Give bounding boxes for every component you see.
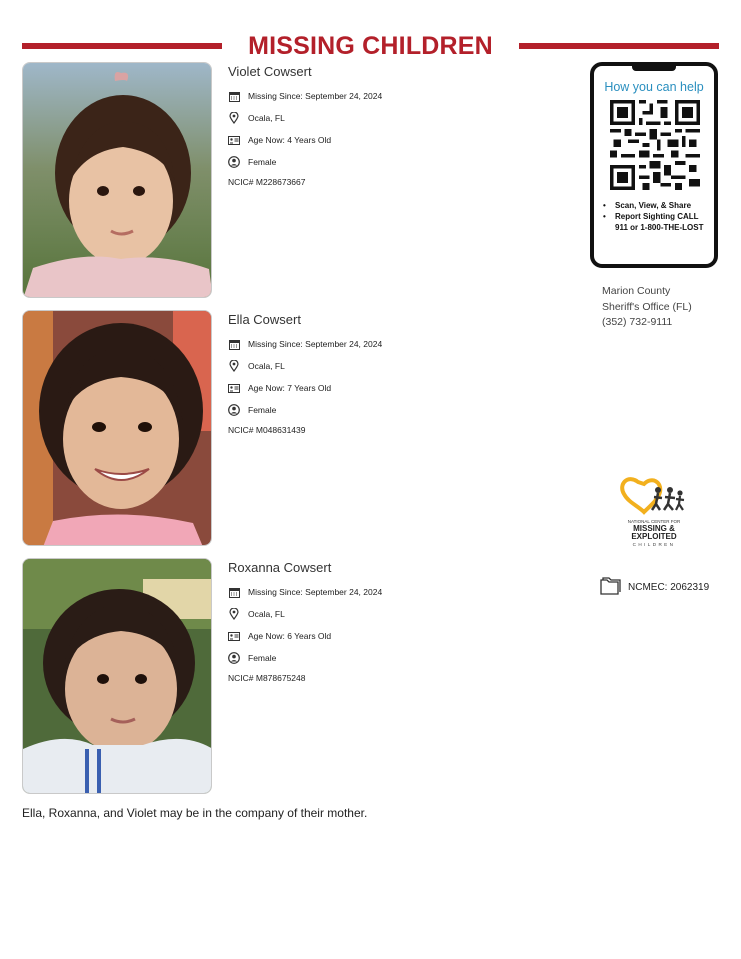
id-card-icon [228,382,240,394]
age-row [228,129,382,151]
calendar-icon [228,90,240,102]
missing-since-text: Missing Since: September 24, 2024 [248,587,383,597]
location-row [228,107,382,129]
ncmec-case-number [600,577,709,598]
phone-notch [632,65,676,71]
ncmec-case-text: NCMEC: 2062319 [628,582,710,593]
missing-since-row [228,333,382,355]
agency-name-line1: Marion County [602,285,671,297]
svg-text:EXPLOITED: EXPLOITED [631,532,677,541]
sex-row [228,647,382,669]
location-pin-icon [228,360,240,372]
missing-since-text: Missing Since: September 24, 2024 [248,91,383,101]
id-card-icon [228,134,240,146]
child-photo-roxanna [22,558,212,794]
id-card-icon [228,630,240,642]
child-name: Ella Cowsert [228,312,301,327]
age-row [228,625,382,647]
svg-text:NATIONAL CENTER FOR: NATIONAL CENTER FOR [627,519,681,524]
help-phone-card [590,62,718,268]
header-rule-left [22,43,222,49]
child-info-violet [228,64,382,187]
help-bullet-share: • Scan, View, & Share [603,200,711,211]
agency-name-line2: Sheriff's Office (FL) [602,300,692,313]
sex-text: Female [248,405,277,415]
ncic-number: NCIC# M228673667 [228,177,306,187]
child-name: Violet Cowsert [228,64,312,79]
child-card-ella [22,310,582,546]
calendar-icon [228,338,240,350]
missing-since-text: Missing Since: September 24, 2024 [248,339,383,349]
child-photo-violet [22,62,212,298]
child-name: Roxanna Cowsert [228,560,332,575]
age-text: Age Now: 4 Years Old [248,135,332,145]
calendar-icon [228,586,240,598]
ncmec-logo [618,476,690,552]
sex-text: Female [248,157,277,167]
location-text: Ocala, FL [248,361,285,371]
child-card-violet [22,62,582,298]
location-row [228,355,382,377]
person-icon [228,404,240,416]
svg-text:CHILDREN: CHILDREN [632,542,676,547]
location-pin-icon [228,608,240,620]
help-bullets [603,200,711,233]
svg-text:MISSING &: MISSING & [633,524,675,533]
ncic-number: NCIC# M878675248 [228,673,306,683]
location-text: Ocala, FL [248,113,285,123]
child-info-ella [228,312,382,435]
location-pin-icon [228,112,240,124]
age-row [228,377,382,399]
poster-header [22,30,719,62]
agency-contact [602,284,692,331]
child-photo-ella [22,310,212,546]
sex-row [228,151,382,173]
child-info-roxanna [228,560,382,683]
missing-since-row [228,581,382,603]
missing-since-row [228,85,382,107]
child-card-roxanna [22,558,582,794]
help-bullet-report: • Report Sighting CALL 911 or 1-800-THE-LOST [603,211,711,233]
help-heading: How you can help [604,80,704,94]
qr-code[interactable] [610,100,700,190]
age-text: Age Now: 6 Years Old [248,631,332,641]
poster-title: MISSING CHILDREN [248,32,493,60]
person-icon [228,156,240,168]
agency-phone[interactable]: (352) 732-9111 [602,316,673,328]
sex-text: Female [248,653,277,663]
company-note: Ella, Roxanna, and Violet may be in the company of their mother. [22,806,368,820]
ncic-number: NCIC# M048631439 [228,425,306,435]
location-row [228,603,382,625]
sex-row [228,399,382,421]
location-text: Ocala, FL [248,609,285,619]
person-icon [228,652,240,664]
age-text: Age Now: 7 Years Old [248,383,332,393]
folder-icon [600,577,622,598]
header-rule-right [519,43,719,49]
